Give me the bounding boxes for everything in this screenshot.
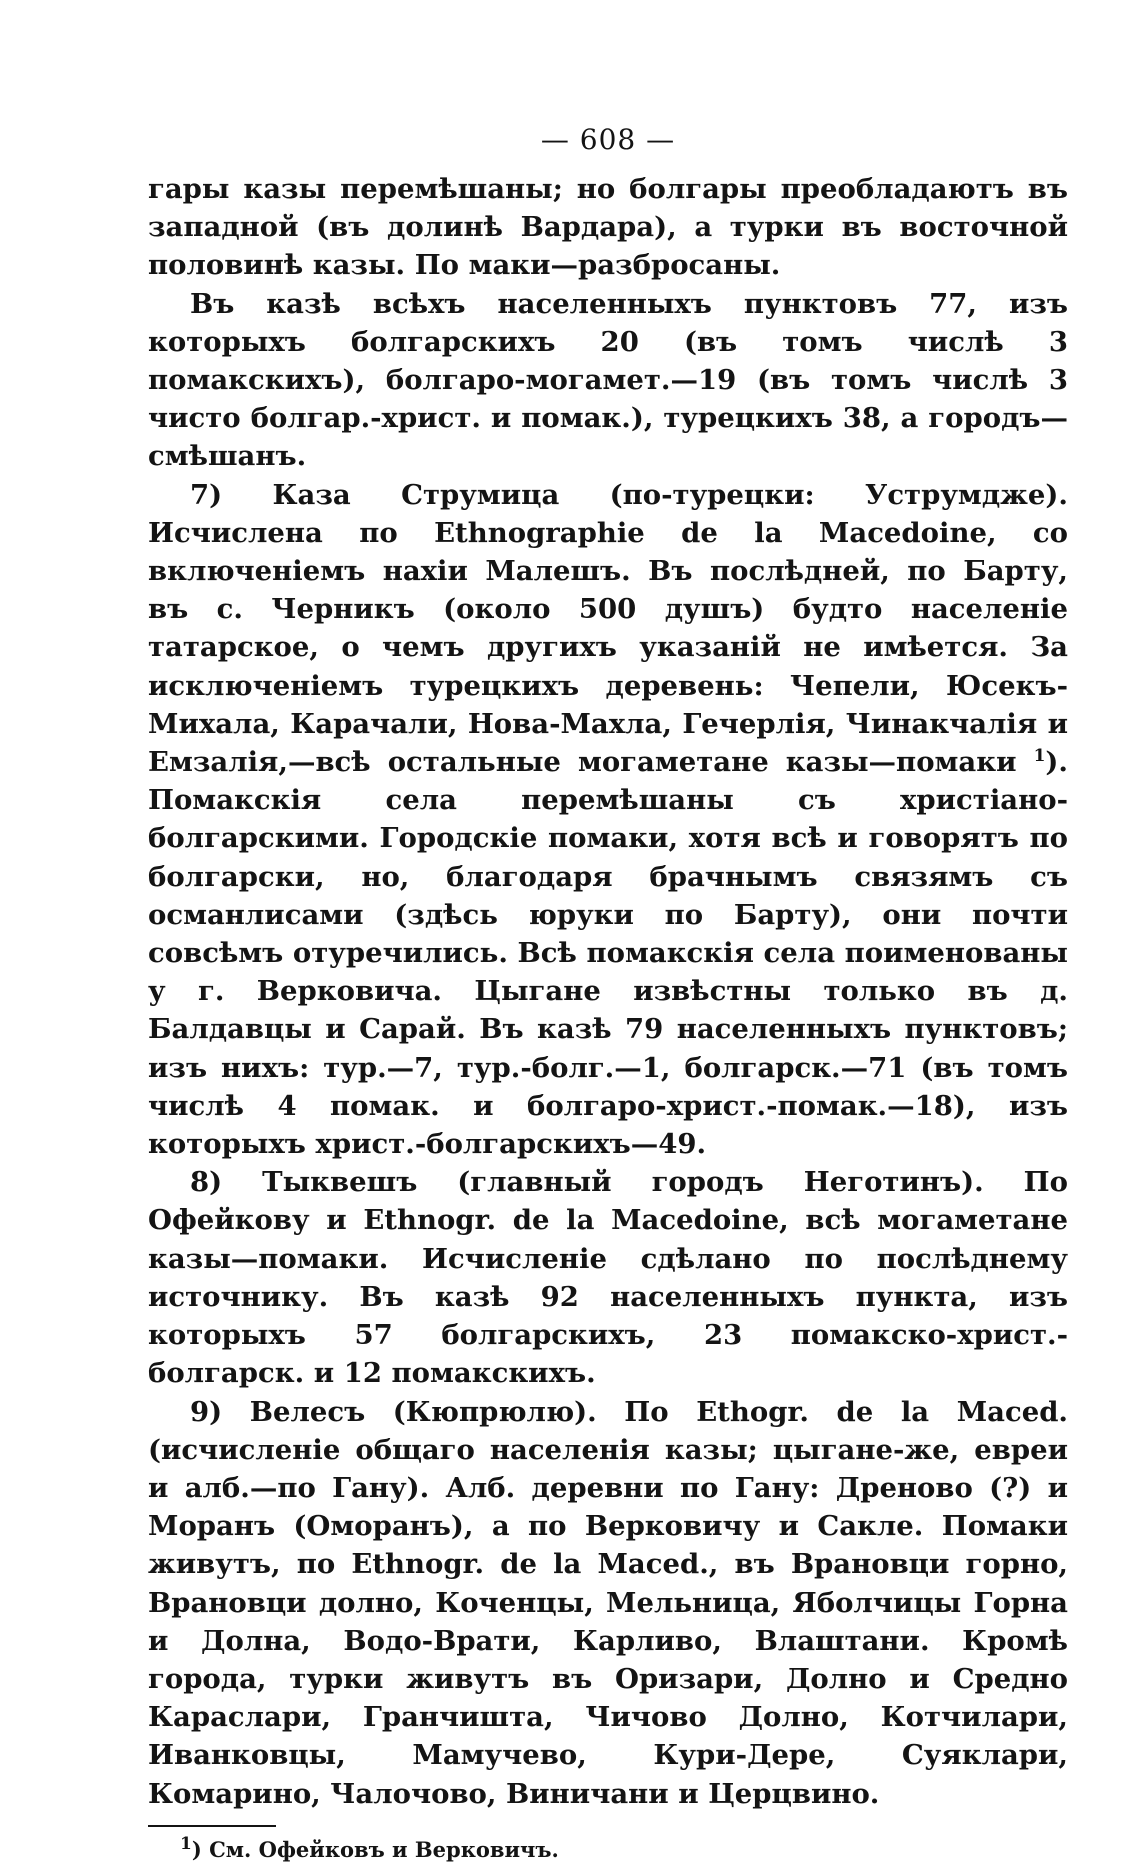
strumica-text-part-2: ). Помакскія села перемѣшаны съ христіано-болгарскими. Городскіе помаки, хотя всѣ и говорятъ по болгарски, но, благодаря брачнымъ связямъ съ османлисами (здѣсь юруки по Барту), они почти совсѣмъ отуречились. Всѣ помакскія села поименованы у г. Верковича. Цыгане извѣстны только въ д. Балдавцы и Сарай. Въ казѣ 79 населенныхъ пунктовъ; изъ нихъ: тур.—7, тур.-болг.—1, болгарск.—71 (въ томъ числѣ 4 помак. и болгаро-христ.-помак.—18), изъ которыхъ христ.-болгарскихъ—49. bbox=[148, 746, 1068, 1161]
paragraph-continuation: гары казы перемѣшаны; но болгары преобладаютъ въ западной (въ долинѣ Вардара), а турки въ восточной половинѣ казы. По маки—разбросаны. bbox=[148, 173, 1068, 282]
strumica-text-part-1: 7) Каза Струмица (по-турецки: Уструмдже). Исчислена по Ethnographie de la Macedoine, со включеніемъ нахіи Малешъ. Въ послѣдней, по Барту, въ с. Черникъ (около 500 душъ) будто населеніе татарское, о чемъ другихъ указаній не имѣется. За исключеніемъ турецкихъ деревень: Чепели, Юсекъ-Михала, Карачали, Нова-Махла, Гечерлія, Чинакчалія и Емзалія,—всѣ остальные могаметане казы—помаки bbox=[148, 478, 1068, 779]
footnote bbox=[148, 1835, 1068, 1865]
paragraph-settlement-count: Въ казѣ всѣхъ населенныхъ пунктовъ 77, изъ которыхъ болгарскихъ 20 (въ томъ числѣ 3 помакскихъ), болгаро-могамет.—19 (въ томъ числѣ 3 чисто болгар.-христ. и помак.), турецкихъ 38, а городъ—смѣшанъ. bbox=[148, 287, 1068, 473]
book-page bbox=[148, 120, 1068, 1865]
paragraph-strumica bbox=[148, 476, 1068, 1164]
footnote-text: ) См. Офейковъ и Верковичъ. bbox=[191, 1836, 559, 1862]
page-number: — 608 — bbox=[540, 123, 676, 156]
footnote-divider bbox=[148, 1825, 276, 1827]
body-text bbox=[148, 170, 1068, 1813]
footnote-reference[interactable]: 1 bbox=[1033, 745, 1046, 766]
paragraph-veles: 9) Велесъ (Кюпрюлю). По Ethogr. de la Maced. (исчисленіе общаго населенія казы; цыгане-же, евреи и алб.—по Гану). Алб. деревни по Гану: Дреново (?) и Моранъ (Оморанъ), а по Верковичу и Сакле. Помаки живутъ, по Ethnogr. de la Maced., въ Врановци горно, Врановци долно, Коченцы, Мельница, Яболчицы Горна и Долна, Водо-Врати, Карливо, Влаштани. Кромѣ города, турки живутъ въ Оризари, Долно и Средно Караслари, Гранчишта, Чичово Долно, Котчилари, Иванковцы, Мамучево, Кури-Дере, Суяклари, Комарино, Чалочово, Виничани и Церцвино. bbox=[148, 1395, 1068, 1810]
footnote-marker: 1 bbox=[180, 1833, 192, 1854]
paragraph-tikvesh: 8) Тыквешъ (главный городъ Неготинъ). По Офейкову и Ethnogr. de la Macedoine, всѣ могаметане казы—помаки. Исчисленіе сдѣлано по послѣднему источнику. Въ казѣ 92 населенныхъ пункта, изъ которыхъ 57 болгарскихъ, 23 помакско-христ.-болгарск. и 12 помакскихъ. bbox=[148, 1166, 1068, 1390]
